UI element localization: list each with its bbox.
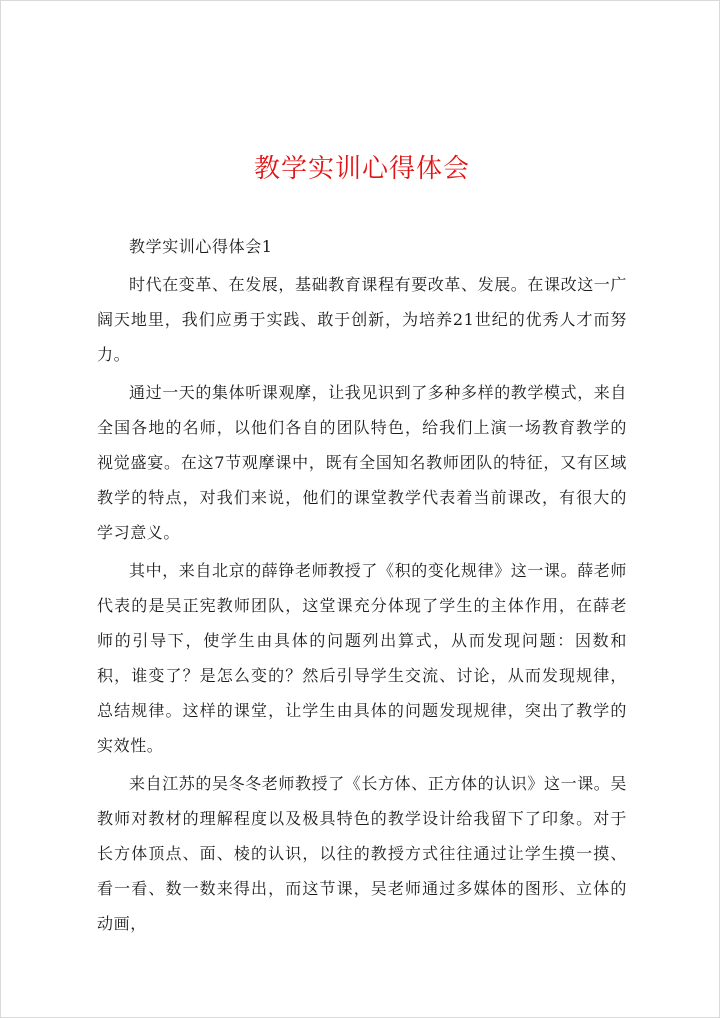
paragraph: 通过一天的集体听课观摩，让我见识到了多种多样的教学模式，来自全国各地的名师，以他们各自的团队特色，给我们上演一场教育教学的视觉盛宴。在这7节观摩课中，既有全国知名教师团队的特征，又有区域教学的特点，对我们来说，他们的课堂教学代表着当前课改，有很大的学习意义。 — [97, 383, 628, 542]
paragraph: 来自江苏的吴冬冬老师教授了《长方体、正方体的认识》这一课。吴教师对教材的理解程度以及极具特色的教学设计给我留下了印象。对于长方体顶点、面、棱的认识，以往的教授方式往往通过让学生摸一摸、看一看、数一数来得出，而这节课，吴老师通过多媒体的图形、立体的动画， — [97, 774, 628, 933]
document-title: 教学实训心得体会 — [253, 154, 470, 184]
document-body — [97, 147, 627, 944]
paragraph: 时代在变革、在发展，基础教育课程有要改革、发展。在课改这一广阔天地里，我们应勇于实践、敢于创新，为培养21世纪的优秀人才而努力。 — [97, 275, 628, 364]
paragraph-subtitle: 教学实训心得体会1 — [129, 237, 273, 256]
paragraph: 其中，来自北京的薛铮老师教授了《积的变化规律》这一课。薛老师代表的是吴正宪教师团队，这堂课充分体现了学生的主体作用，在薛老师的引导下，使学生由具体的问题列出算式，从而发现问题：因数和积，谁变了？是怎么变的？然后引导学生交流、讨论，从而发现规律，总结规律。这样的课堂，让学生由具体的问题发现规律，突出了教学的实效性。 — [97, 561, 628, 755]
